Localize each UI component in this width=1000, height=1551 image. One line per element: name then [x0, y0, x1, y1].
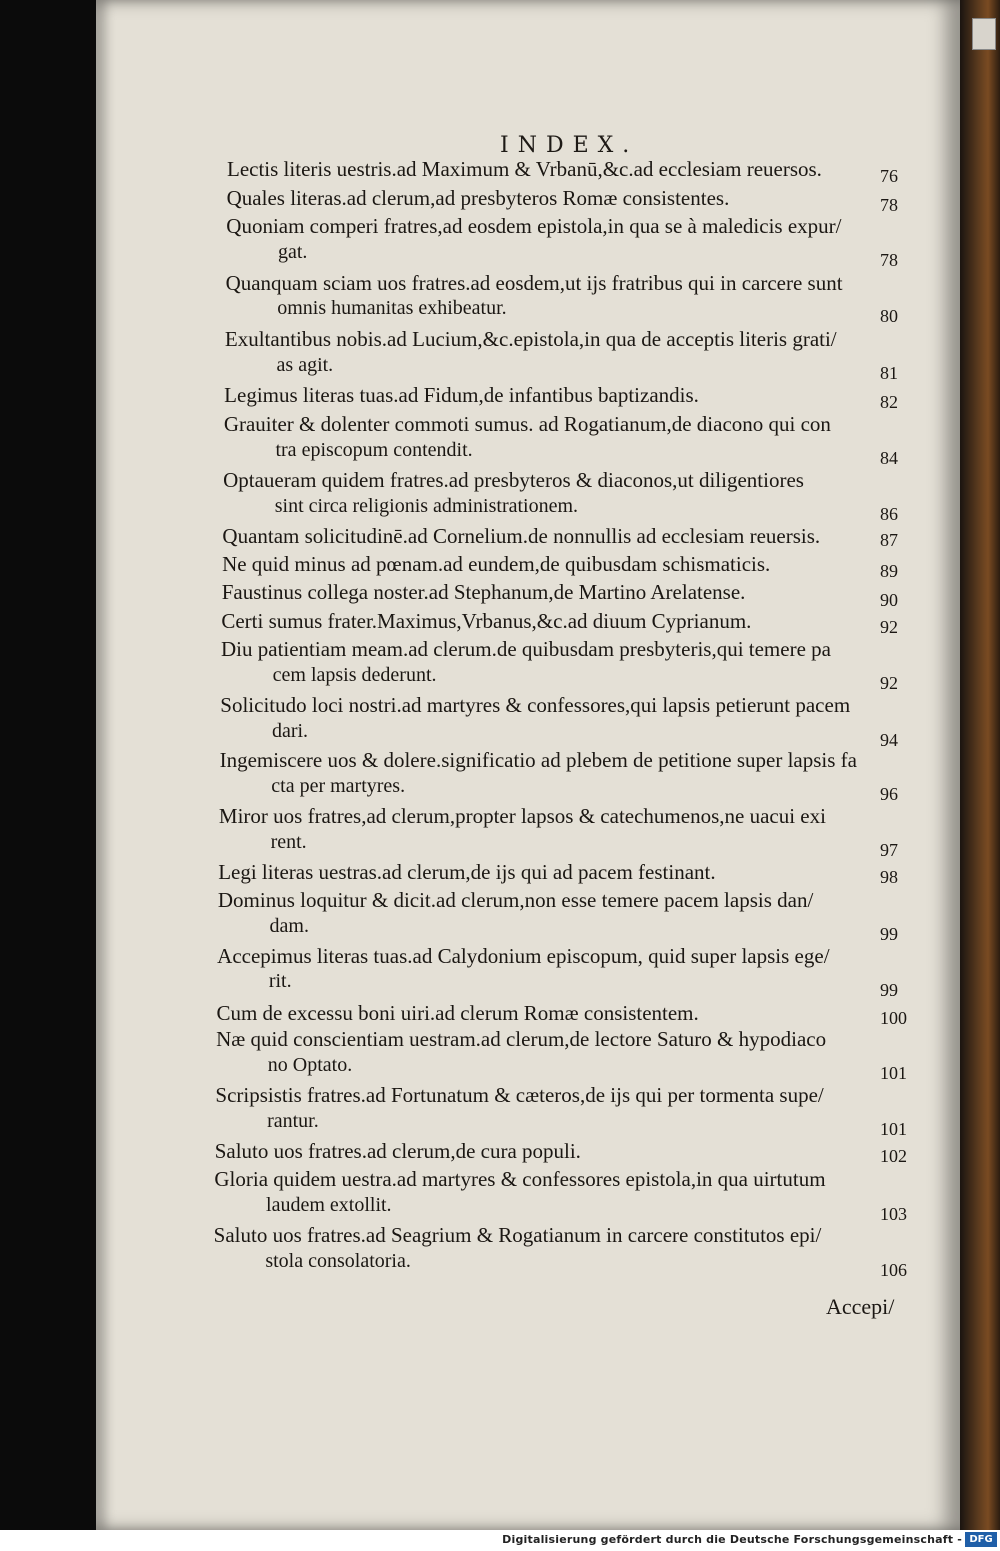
- index-entry-line: dari.: [271, 720, 309, 742]
- index-entry-line: Saluto uos fratres.ad clerum,de cura populi.: [214, 1139, 581, 1163]
- page-number: 98: [880, 867, 898, 887]
- index-entry-line: Legimus literas tuas.ad Fidum,de infantibus baptizandis.: [224, 383, 699, 407]
- dfg-logo: DFG: [965, 1532, 997, 1547]
- page-number: 82: [880, 392, 898, 412]
- index-entry-line: rit.: [268, 970, 292, 992]
- index-entry-line: gat.: [277, 241, 308, 263]
- index-entry-line: tra episcopum contendit.: [275, 439, 473, 461]
- page-number: 103: [880, 1204, 907, 1224]
- index-entry-line: Næ quid conscientiam uestram.ad clerum,de lectore Saturo & hypodiaco: [216, 1027, 827, 1051]
- page-number: 80: [880, 306, 898, 326]
- page-number: 86: [880, 504, 898, 524]
- index-entry-line: Grauiter & dolenter commoti sumus. ad Rogatianum,de diacono qui con: [223, 412, 831, 436]
- index-entry-line: rantur.: [267, 1110, 319, 1132]
- page-number: 96: [880, 784, 898, 804]
- catchword: Accepi/: [826, 1294, 895, 1319]
- index-entry-line: omnis humanitas exhibeatur.: [277, 297, 507, 319]
- index-entry-line: Saluto uos fratres.ad Seagrium & Rogatianum in carcere constitutos epi/: [213, 1223, 822, 1247]
- page-number: 92: [880, 673, 898, 693]
- index-entry-line: Miror uos fratres,ad clerum,propter lapsos & catechumenos,ne uacui exi: [218, 804, 826, 828]
- index-entry-line: Optaueram quidem fratres.ad presbyteros & diaconos,ut diligentiores: [223, 468, 804, 492]
- index-entry-line: Scripsistis fratres.ad Fortunatum & cæteros,de ijs qui per tormenta supe/: [215, 1083, 824, 1107]
- index-entry-line: Ingemiscere uos & dolere.significatio ad plebem de petitione super lapsis fa: [219, 748, 857, 772]
- index-entry-line: Exultantibus nobis.ad Lucium,&c.epistola,in qua de acceptis literis grati/: [224, 327, 837, 351]
- page-number: 81: [880, 363, 898, 383]
- index-entry-line: Lectis literis uestris.ad Maximum & Vrbanū,&c.ad ecclesiam reuersos.: [227, 157, 822, 181]
- index-entry-line: laudem extollit.: [266, 1194, 392, 1216]
- index-entry-line: stola consolatoria.: [265, 1250, 411, 1272]
- page-number: 92: [880, 617, 898, 637]
- index-entry-line: Quales literas.ad clerum,ad presbyteros Romæ consistentes.: [226, 186, 730, 210]
- page-number: 78: [880, 250, 898, 270]
- index-entry-line: no Optato.: [267, 1054, 353, 1076]
- page-number: 89: [880, 561, 898, 581]
- page-number: 94: [880, 730, 898, 750]
- page-number: 106: [880, 1260, 907, 1280]
- index-entry-line: Legi literas uestras.ad clerum,de ijs qui ad pacem festinant.: [218, 860, 716, 884]
- footer-credit: Digitalisierung gefördert durch die Deutsche Forschungsgemeinschaft -: [502, 1533, 962, 1546]
- page-number: 100: [880, 1008, 907, 1028]
- index-entry-line: Quanquam sciam uos fratres.ad eosdem,ut ijs fratribus qui in carcere sunt: [225, 271, 843, 295]
- page-number: 97: [880, 840, 898, 860]
- page-number: 87: [880, 530, 898, 550]
- page-number: 76: [880, 166, 898, 186]
- index-entry-line: cem lapsis dederunt.: [272, 664, 437, 686]
- index-entry-line: Certi sumus frater.Maximus,Vrbanus,&c.ad diuum Cyprianum.: [221, 609, 752, 633]
- page-number: 90: [880, 590, 898, 610]
- index-entry-line: cta per martyres.: [271, 775, 406, 797]
- page-number: 99: [880, 924, 898, 944]
- page-number: 84: [880, 448, 898, 468]
- page-number: 101: [880, 1063, 907, 1083]
- running-head: INDEX.: [500, 133, 639, 158]
- index-entry-line: Solicitudo loci nostri.ad martyres & confessores,qui lapsis petierunt pacem: [220, 693, 851, 717]
- index-entry-line: Gloria quidem uestra.ad martyres & confessores epistola,in qua uirtutum: [214, 1167, 826, 1191]
- page-number: 102: [880, 1146, 907, 1166]
- index-entry-line: Dominus loquitur & dicit.ad clerum,non esse temere pacem lapsis dan/: [217, 888, 814, 912]
- page-number: 101: [880, 1119, 907, 1139]
- index-entry-line: Faustinus collega noster.ad Stephanum,de Martino Arelatense.: [221, 580, 746, 604]
- index-entry-line: as agit.: [276, 354, 334, 376]
- index-entry-line: Cum de excessu boni uiri.ad clerum Romæ consistentem.: [216, 1001, 699, 1025]
- page-number: 99: [880, 980, 898, 1000]
- index-entry-line: Quantam solicitudinē.ad Cornelium.de nonnullis ad ecclesiam reuersis.: [222, 524, 821, 548]
- index-entry-line: Quoniam comperi fratres,ad eosdem epistola,in qua se à maledicis expur/: [226, 214, 842, 238]
- page-number: 78: [880, 195, 898, 215]
- index-entry-line: Ne quid minus ad pœnam.ad eundem,de quibusdam schismaticis.: [222, 552, 771, 576]
- index-entry-line: dam.: [269, 915, 309, 937]
- index-entry-line: sint circa religionis administrationem.: [274, 495, 579, 517]
- index-entry-line: rent.: [270, 831, 307, 853]
- index-entry-line: Diu patientiam meam.ad clerum.de quibusdam presbyteris,qui temere pa: [221, 637, 831, 661]
- index-entry-line: Accepimus literas tuas.ad Calydonium episcopum, quid super lapsis ege/: [217, 944, 830, 968]
